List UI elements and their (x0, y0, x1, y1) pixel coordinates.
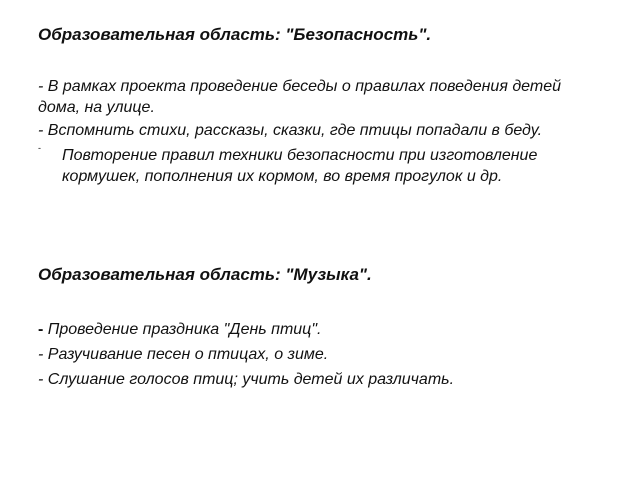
music-item-2: - Разучивание песен о птицах, о зиме. (38, 346, 329, 363)
music-item-1-text: Проведение праздника "День птиц". (43, 321, 322, 338)
safety-item-3 (38, 145, 583, 187)
music-item-1-dash: - (38, 321, 44, 338)
section-heading-music: Образовательная область: "Музыка". (38, 265, 372, 284)
safety-item-1: - В рамках проекта проведение беседы о правилах поведения детей дома, на улице. (38, 78, 561, 116)
safety-item-3-text: Повторение правил техники безопасности при изготовление кормушек, пополнения их кормом, во время прогулок и др. (62, 147, 538, 185)
bullet-mark: - (38, 143, 41, 153)
music-item-1 (38, 319, 583, 340)
music-item-3: - Слушание голосов птиц; учить детей их различать. (38, 371, 455, 388)
section-heading-safety: Образовательная область: "Безопасность". (38, 25, 432, 44)
safety-item-2: - Вспомнить стихи, рассказы, сказки, где птицы попадали в беду. (38, 122, 543, 139)
